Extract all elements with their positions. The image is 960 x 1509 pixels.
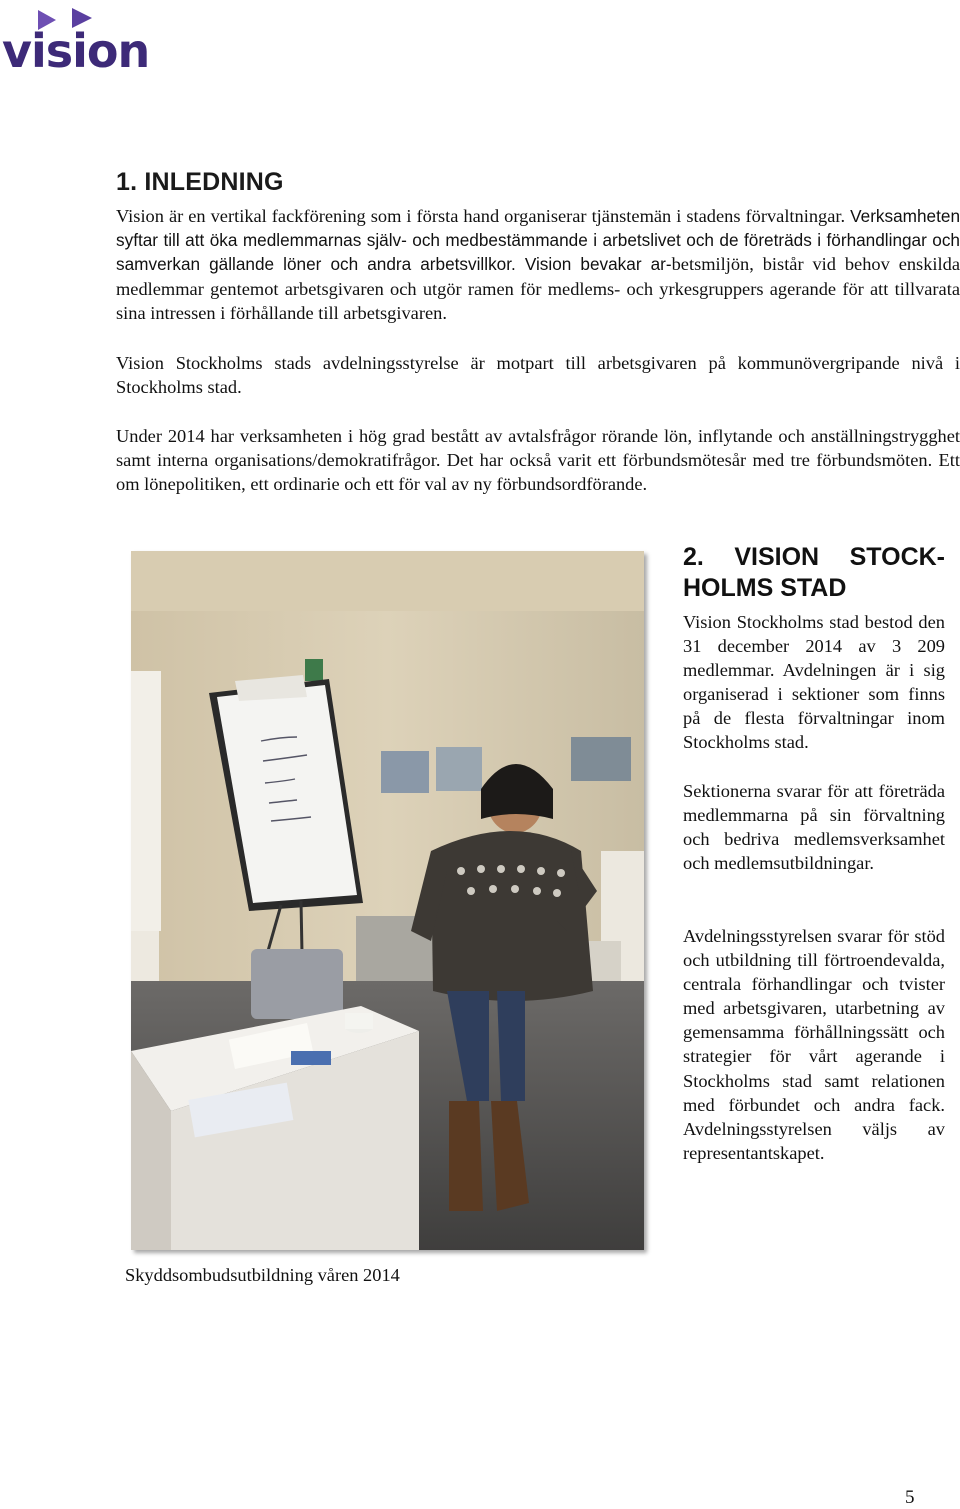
intro-text-c: betsmiljön, bistår vid behov enskilda medlemmar gentemot arbetsgivaren och utgör ramen för medlems- och yrkesgruppers agerande för att tillvarata sina intressen i förhållande till arbetsgivaren.: [116, 254, 960, 323]
intro-text-b: Verksamheten syftar till att öka medlemmarnas själv- och medbestämmande i arbetslivet och de företräds i förhandlingar och samverkan gällande löner och andra arbetsvillkor. Vision bevakar ar-: [116, 206, 960, 275]
training-photo-image: [131, 551, 644, 1250]
intro-paragraph-2: Vision Stockholms stads avdelningsstyrelse är motpart till arbetsgivaren på kommunövergripande nivå i Stockholms stad.: [116, 353, 960, 398]
section2-paragraph-1: Vision Stockholms stad bestod den 31 december 2014 av 3 209 medlemmar. Avdelningen är i sig organiserad i sektioner som finns på de flesta förvaltningar inom Stockholms stad.: [683, 612, 945, 753]
vision-logo-graphic: [2, 4, 152, 70]
vision-logo: [2, 4, 152, 70]
section2-paragraph-3: Avdelningsstyrelsen svarar för stöd och utbildning till förtroendevalda, centrala förhandlingar och tvister med arbetsgivaren, utarbetning av gemensamma förhållningssätt och strategier för vårt agerande i Stockholms stad samt relationen med förbundet och andra fack. Avdelningsstyrelsen väljs av representantskapet.: [683, 926, 945, 1163]
vision-logo-text: vision: [2, 24, 150, 70]
intro-text-a: Vision är en vertikal fackförening som i första hand organiserar tjänstemän i stadens förvaltningar.: [116, 206, 846, 226]
training-photo: [131, 551, 644, 1250]
intro-paragraph-1: [116, 204, 960, 325]
photo-caption: Skyddsombudsutbildning våren 2014: [125, 1265, 400, 1285]
intro-paragraph-3: Under 2014 har verksamheten i hög grad bestått av avtalsfrågor rörande lön, inflytande och anställningstrygghet samt interna organisations/demokratifrågor. Det har också varit ett förbundsmötesår med tre förbundsmöten. Ett om lönepolitiken, ett ordinarie och ett för val av ny förbundsordförande.: [116, 426, 960, 495]
section-heading-inledning: 1. INLEDNING: [116, 168, 284, 196]
section2-paragraph-2: Sektionerna svarar för att företräda medlemmarna på sin förvaltning och bedriva medlemsverksamhet och medlemsutbildningar.: [683, 781, 945, 874]
page-number: 5: [905, 1487, 915, 1508]
section-heading-vision-stockholms-stad: 2. VISION STOCK-HOLMS STAD: [683, 543, 945, 602]
